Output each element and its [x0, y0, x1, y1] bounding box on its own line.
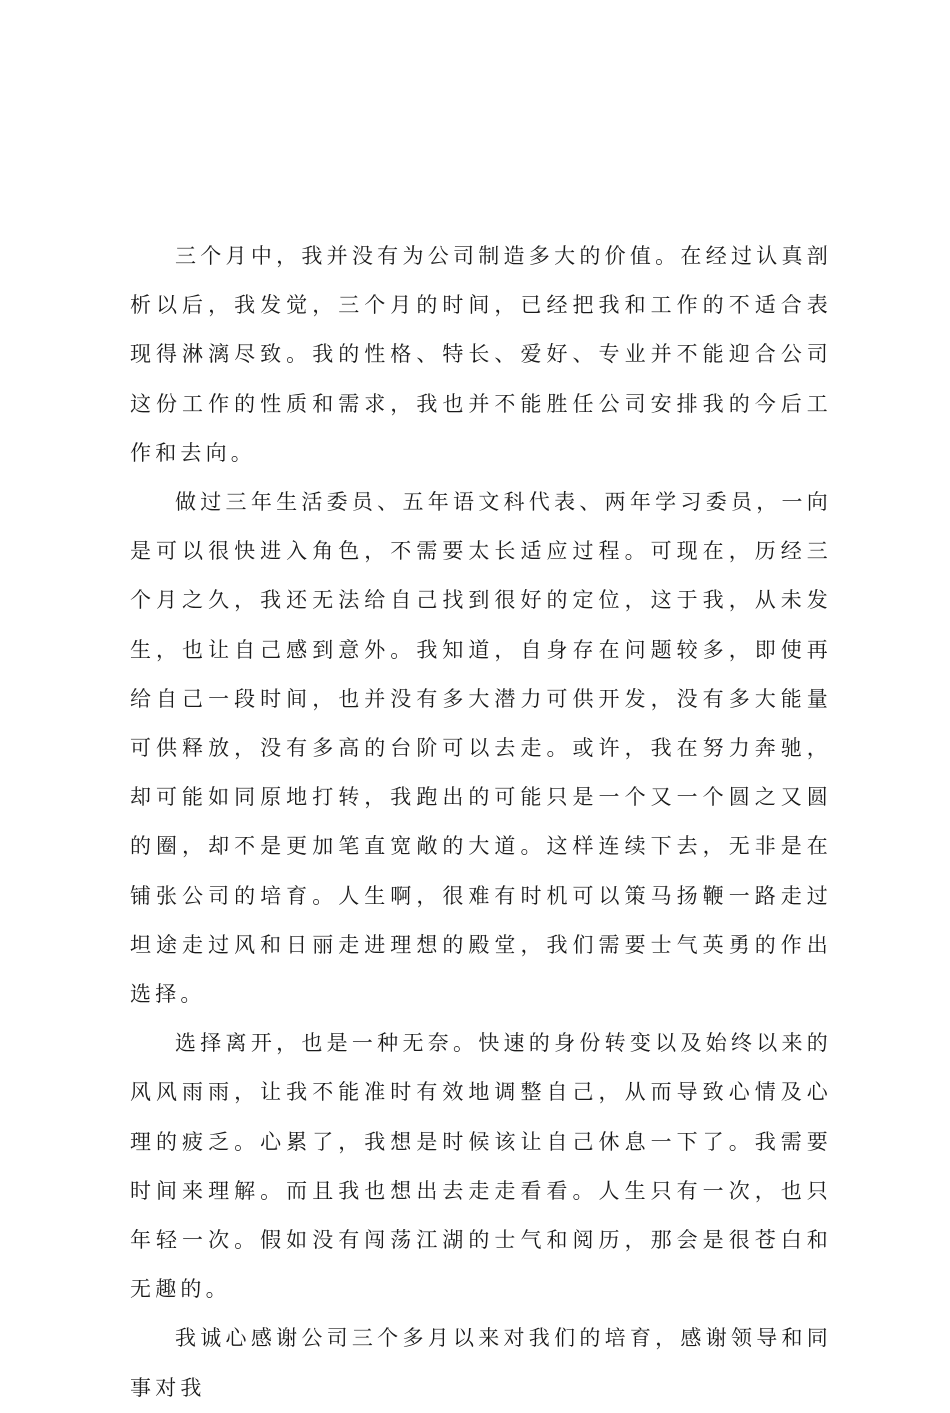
- paragraph-1: 三个月中，我并没有为公司制造多大的价值。在经过认真剖析以后，我发觉，三个月的时间，已经把我和工作的不适合表现得淋漓尽致。我的性格、特长、爱好、专业并不能迎合公司这份工作的性质和需求，我也并不能胜任公司安排我的今后工作和去向。: [130, 244, 832, 465]
- document-body: [130, 232, 832, 1413]
- paragraph-3: 选择离开，也是一种无奈。快速的身份转变以及始终以来的风风雨雨，让我不能准时有效地调整自己，从而导致心情及心理的疲乏。心累了，我想是时候该让自己休息一下了。我需要时间来理解。而且我也想出去走走看看。人生只有一次，也只年轻一次。假如没有闯荡江湖的士气和阅历，那会是很苍白和无趣的。: [130, 1031, 832, 1302]
- paragraph-4: 我诚心感谢公司三个多月以来对我们的培育，感谢领导和同事对我: [130, 1326, 832, 1400]
- paragraph-2: 做过三年生活委员、五年语文科代表、两年学习委员，一向是可以很快进入角色，不需要太长适应过程。可现在，历经三个月之久，我还无法给自己找到很好的定位，这于我，从未发生，也让自己感到意外。我知道，自身存在问题较多，即使再给自己一段时间，也并没有多大潜力可供开发，没有多大能量可供释放，没有多高的台阶可以去走。或许，我在努力奔驰，却可能如同原地打转，我跑出的可能只是一个又一个圆之又圆的圈，却不是更加笔直宽敞的大道。这样连续下去，无非是在铺张公司的培育。人生啊，很难有时机可以策马扬鞭一路走过坦途走过风和日丽走进理想的殿堂，我们需要士气英勇的作出选择。: [130, 490, 832, 1007]
